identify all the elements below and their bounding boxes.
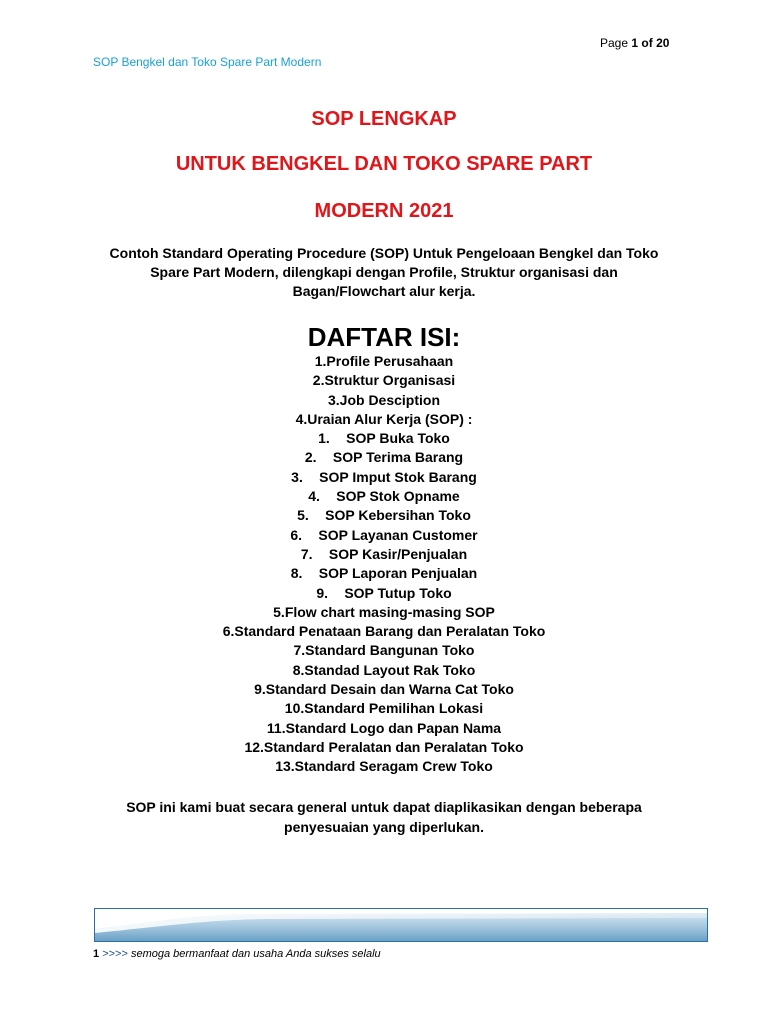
toc-sub-text: SOP Stok Opname — [336, 488, 460, 505]
toc-sub-number: 8. — [290, 565, 303, 582]
toc-sub-text: SOP Buka Toko — [346, 430, 450, 447]
toc-sub-number: 1. — [318, 430, 330, 447]
footer-separator: >>>> — [102, 948, 128, 960]
intro-line: Contoh Standard Operating Procedure (SOP) Untuk Pengeloaan Bengkel dan Toko — [109, 245, 659, 261]
toc-sub-item — [0, 448, 768, 467]
toc-item: 10.Standard Pemilihan Lokasi — [284, 700, 484, 717]
closing-line: penyesuaian yang diperlukan. — [284, 819, 484, 835]
footer-banner — [94, 908, 708, 942]
toc-sub-text: SOP Kebersihan Toko — [325, 507, 471, 524]
page-of-label: of — [641, 36, 653, 50]
footer-note — [93, 948, 381, 960]
toc-item: 5.Flow chart masing-masing SOP — [273, 603, 495, 620]
toc-sub-item — [0, 564, 768, 583]
toc-item: 4.Uraian Alur Kerja (SOP) : — [295, 410, 473, 427]
toc-sub-text: SOP Kasir/Penjualan — [328, 545, 468, 562]
toc-sub-text: SOP Terima Barang — [332, 449, 464, 466]
toc-sub-item — [0, 429, 768, 448]
closing-line: SOP ini kami buat secara general untuk dapat diaplikasikan dengan beberapa — [126, 799, 642, 815]
title-line-2: UNTUK BENGKEL DAN TOKO SPARE PART — [175, 153, 593, 175]
toc-sub-item — [0, 468, 768, 487]
toc-item: 6.Standard Penataan Barang dan Peralatan Toko — [222, 623, 546, 640]
running-header: SOP Bengkel dan Toko Spare Part Modern — [93, 55, 322, 69]
footer-page-number: 1 — [93, 948, 100, 960]
toc-sub-text: SOP Imput Stok Barang — [319, 468, 477, 485]
intro-line: Bagan/Flowchart alur kerja. — [292, 283, 476, 299]
footer-wave-decoration — [95, 909, 707, 941]
toc-item: 2.Struktur Organisasi — [312, 372, 456, 389]
toc-sub-text: SOP Laporan Penjualan — [318, 565, 478, 582]
toc-item: 13.Standard Seragam Crew Toko — [275, 758, 493, 775]
toc-sub-item — [0, 506, 768, 525]
closing-paragraph — [84, 797, 684, 837]
title-line-3: MODERN 2021 — [314, 200, 454, 222]
title-line-1: SOP LENGKAP — [311, 108, 457, 130]
toc-sub-number: 3. — [291, 468, 303, 485]
toc-item: 1.Profile Perusahaan — [314, 353, 454, 369]
toc-sub-item — [0, 545, 768, 564]
toc-item: 7.Standard Bangunan Toko — [293, 642, 475, 659]
toc-sub-number: 7. — [300, 545, 313, 562]
toc-item: 9.Standard Desain dan Warna Cat Toko — [254, 681, 514, 698]
toc-item: 11.Standard Logo dan Papan Nama — [266, 719, 502, 736]
toc-sub-number: 4. — [308, 488, 320, 505]
toc-sub-text: SOP Layanan Customer — [318, 526, 478, 543]
toc-sub-number: 5. — [297, 507, 309, 524]
page-current: 1 — [631, 36, 639, 50]
toc-item: 3.Job Desciption — [327, 391, 441, 408]
toc-sub-text: SOP Tutup Toko — [344, 584, 452, 601]
toc-sub-number: 6. — [290, 526, 303, 543]
page-total: 20 — [656, 36, 670, 50]
toc-sub-item — [0, 584, 768, 603]
toc-sub-number: 9. — [316, 584, 329, 601]
toc-item: 12.Standard Peralatan dan Peralatan Toko — [244, 738, 524, 755]
intro-paragraph — [84, 244, 684, 301]
intro-line: Spare Part Modern, dilengkapi dengan Profile, Struktur organisasi dan — [150, 264, 618, 280]
table-of-contents — [0, 352, 768, 777]
footer-text: semoga bermanfaat dan usaha Anda sukses selalu — [130, 948, 381, 960]
toc-sub-item — [0, 526, 768, 545]
page-label: Page — [600, 36, 629, 50]
toc-sub-item — [0, 487, 768, 506]
toc-sub-number: 2. — [304, 449, 317, 466]
toc-heading: DAFTAR ISI: — [307, 322, 461, 352]
page-number — [600, 36, 669, 50]
toc-item: 8.Standad Layout Rak Toko — [292, 661, 476, 678]
